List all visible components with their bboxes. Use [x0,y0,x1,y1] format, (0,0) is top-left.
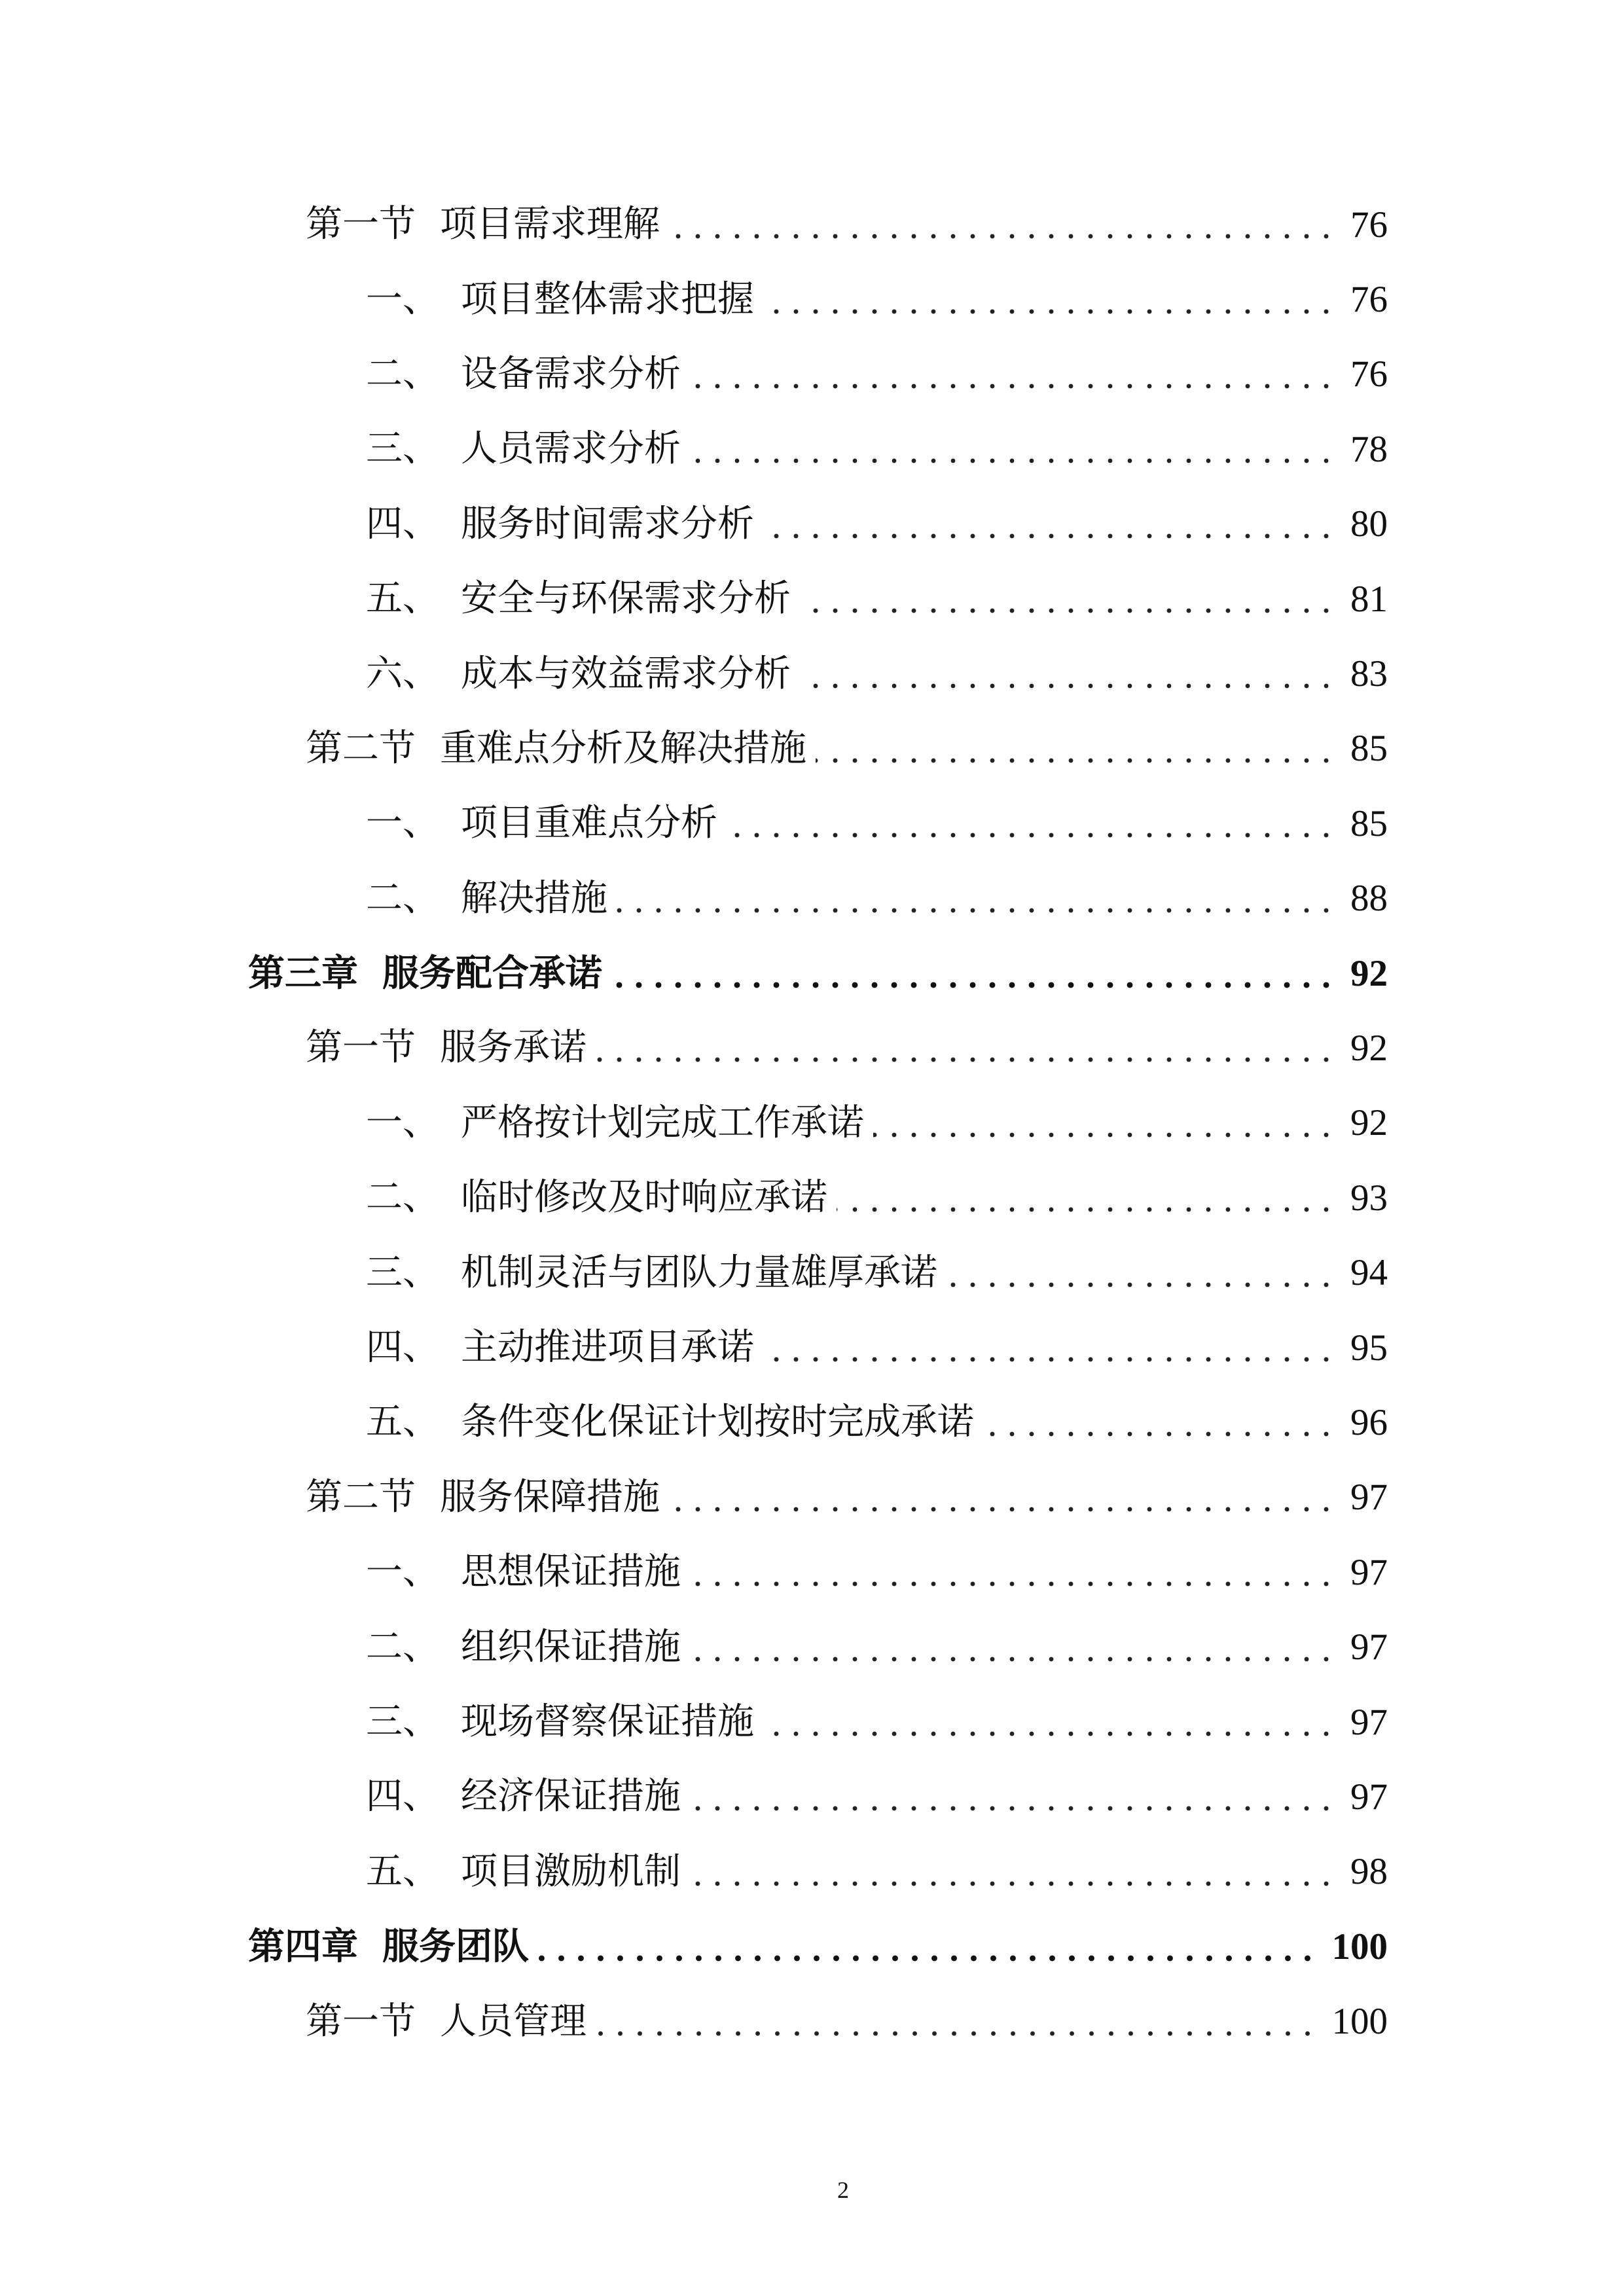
toc-entry-marker: 三、 [366,1251,439,1294]
toc-entry-title: 项目整体需求把握 [461,278,754,321]
dot-leader [873,1132,1336,1138]
toc-entry-marker: 一、 [366,802,439,845]
dot-leader [617,908,1336,913]
toc-entry-marker: 一、 [366,1551,439,1594]
dot-leader [800,608,1336,613]
dot-leader [800,683,1336,689]
toc-entry-page: 93 [1350,1177,1388,1219]
dot-leader [763,533,1336,539]
toc-entry-title: 严格按计划完成工作承诺 [461,1101,864,1144]
toc-entry-marker: 三、 [366,1700,439,1743]
toc-entry-page: 97 [1350,1626,1388,1668]
toc-entry-title: 机制灵活与团队力量雄厚承诺 [461,1251,937,1294]
toc-entry-title: 项目重难点分析 [461,802,717,845]
toc-entry-title: 服务时间需求分析 [461,502,754,545]
toc-item-entry [0,1759,1388,1834]
dot-leader [538,1955,1318,1962]
toc-item-entry [0,1835,1388,1909]
toc-entry-title: 项目激励机制 [461,1850,681,1893]
toc-entry-title: 条件变化保证计划按时完成承诺 [461,1401,974,1444]
toc-entry-page: 94 [1350,1252,1388,1294]
dot-leader [596,1057,1336,1062]
toc-entry-marker: 二、 [366,1176,439,1219]
toc-item-entry [0,262,1388,336]
toc-entry-page: 83 [1350,653,1388,695]
toc-entry-page: 97 [1350,1776,1388,1818]
toc-entry-page: 100 [1331,2001,1388,2043]
toc-section-entry [0,1011,1388,1085]
toc-entry-title: 主动推进项目承诺 [461,1326,754,1369]
dot-leader [690,1881,1336,1886]
toc-chapter-entry [0,936,1388,1011]
toc-entry-page: 85 [1350,728,1388,770]
toc-entry-page: 92 [1350,1027,1388,1069]
toc-entry-title: 思想保证措施 [461,1551,681,1594]
toc-entry-page: 92 [1350,952,1388,994]
dot-leader [611,982,1336,988]
toc-entry-page: 81 [1350,578,1388,620]
toc-entry-marker: 一、 [366,1101,439,1144]
toc-item-entry [0,412,1388,486]
toc-entry-title: 现场督察保证措施 [461,1700,754,1743]
toc-item-entry [0,487,1388,562]
dot-leader [837,1207,1336,1212]
toc-entry-marker: 第二节 [306,1475,416,1518]
toc-entry-marker: 六、 [366,652,439,695]
toc-item-entry [0,636,1388,711]
dot-leader [690,384,1336,389]
toc-entry-marker: 第三章 [248,952,358,996]
toc-entry-marker: 五、 [366,1850,439,1893]
toc-entry-marker: 四、 [366,502,439,545]
toc-entry-page: 92 [1350,1102,1388,1144]
dot-leader [763,1731,1336,1736]
dot-leader [763,309,1336,314]
dot-leader [947,1282,1336,1287]
toc-entry-title: 成本与效益需求分析 [461,652,791,695]
toc-entry-title: 项目需求理解 [440,203,660,246]
toc-entry-page: 96 [1350,1401,1388,1443]
footer-page-number: 2 [837,2177,849,2203]
toc-entry-marker: 三、 [366,427,439,471]
toc-entry-marker: 五、 [366,577,439,620]
toc-item-entry [0,1235,1388,1310]
toc-entry-page: 95 [1350,1327,1388,1369]
toc-entry-title: 经济保证措施 [461,1775,681,1818]
toc-entry-page: 100 [1331,1926,1388,1967]
toc-entry-title: 人员管理 [440,2000,586,2043]
toc-item-entry [0,337,1388,412]
toc-entry-marker: 第一节 [306,203,416,246]
toc-entry-title: 人员需求分析 [461,427,681,471]
toc-entry-page: 97 [1350,1551,1388,1593]
dot-leader [690,1657,1336,1662]
dot-leader [596,2031,1318,2036]
toc-entry-marker: 四、 [366,1775,439,1818]
toc-entry-page: 76 [1350,353,1388,395]
table-of-contents [0,187,1388,2059]
toc-item-entry [0,1535,1388,1609]
toc-entry-title: 服务承诺 [440,1026,586,1069]
toc-section-entry [0,1460,1388,1535]
toc-entry-title: 解决措施 [461,876,607,920]
dot-leader [690,1581,1336,1587]
toc-entry-title: 服务配合承诺 [382,952,602,996]
toc-item-entry [0,1086,1388,1160]
toc-entry-marker: 五、 [366,1401,439,1444]
toc-item-entry [0,861,1388,936]
dot-leader [983,1431,1336,1437]
toc-entry-marker: 二、 [366,1625,439,1668]
toc-entry-page: 80 [1350,503,1388,545]
toc-entry-title: 临时修改及时响应承诺 [461,1176,827,1219]
dot-leader [763,1357,1336,1362]
toc-entry-page: 85 [1350,802,1388,844]
toc-entry-page: 78 [1350,428,1388,470]
toc-entry-page: 97 [1350,1477,1388,1518]
dot-leader [816,758,1336,763]
toc-entry-page: 97 [1350,1701,1388,1743]
toc-chapter-entry [0,1909,1388,1984]
toc-item-entry [0,562,1388,636]
dot-leader [727,833,1336,838]
toc-entry-marker: 第一节 [306,2000,416,2043]
toc-entry-page: 76 [1350,204,1388,245]
toc-item-entry [0,1609,1388,1684]
toc-entry-page: 98 [1350,1851,1388,1893]
toc-entry-page: 76 [1350,279,1388,321]
toc-section-entry [0,1984,1388,2058]
toc-entry-title: 组织保证措施 [461,1625,681,1668]
toc-entry-marker: 二、 [366,876,439,920]
toc-entry-page: 88 [1350,878,1388,920]
toc-entry-marker: 第四章 [248,1925,358,1969]
toc-item-entry [0,1685,1388,1759]
toc-section-entry [0,711,1388,786]
toc-item-entry [0,786,1388,861]
dot-leader [690,458,1336,463]
dot-leader [669,1507,1336,1512]
toc-entry-marker: 四、 [366,1326,439,1369]
toc-item-entry [0,1310,1388,1385]
toc-entry-title: 安全与环保需求分析 [461,577,791,620]
toc-entry-title: 重难点分析及解决措施 [440,726,806,770]
toc-entry-marker: 二、 [366,352,439,395]
toc-entry-title: 服务保障措施 [440,1475,660,1518]
dot-leader [669,234,1336,239]
toc-entry-title: 设备需求分析 [461,352,681,395]
toc-entry-title: 服务团队 [382,1925,529,1969]
dot-leader [690,1806,1336,1811]
toc-entry-marker: 第二节 [306,726,416,770]
toc-entry-marker: 第一节 [306,1026,416,1069]
toc-item-entry [0,1160,1388,1235]
toc-item-entry [0,1385,1388,1460]
toc-entry-marker: 一、 [366,278,439,321]
toc-section-entry [0,187,1388,262]
